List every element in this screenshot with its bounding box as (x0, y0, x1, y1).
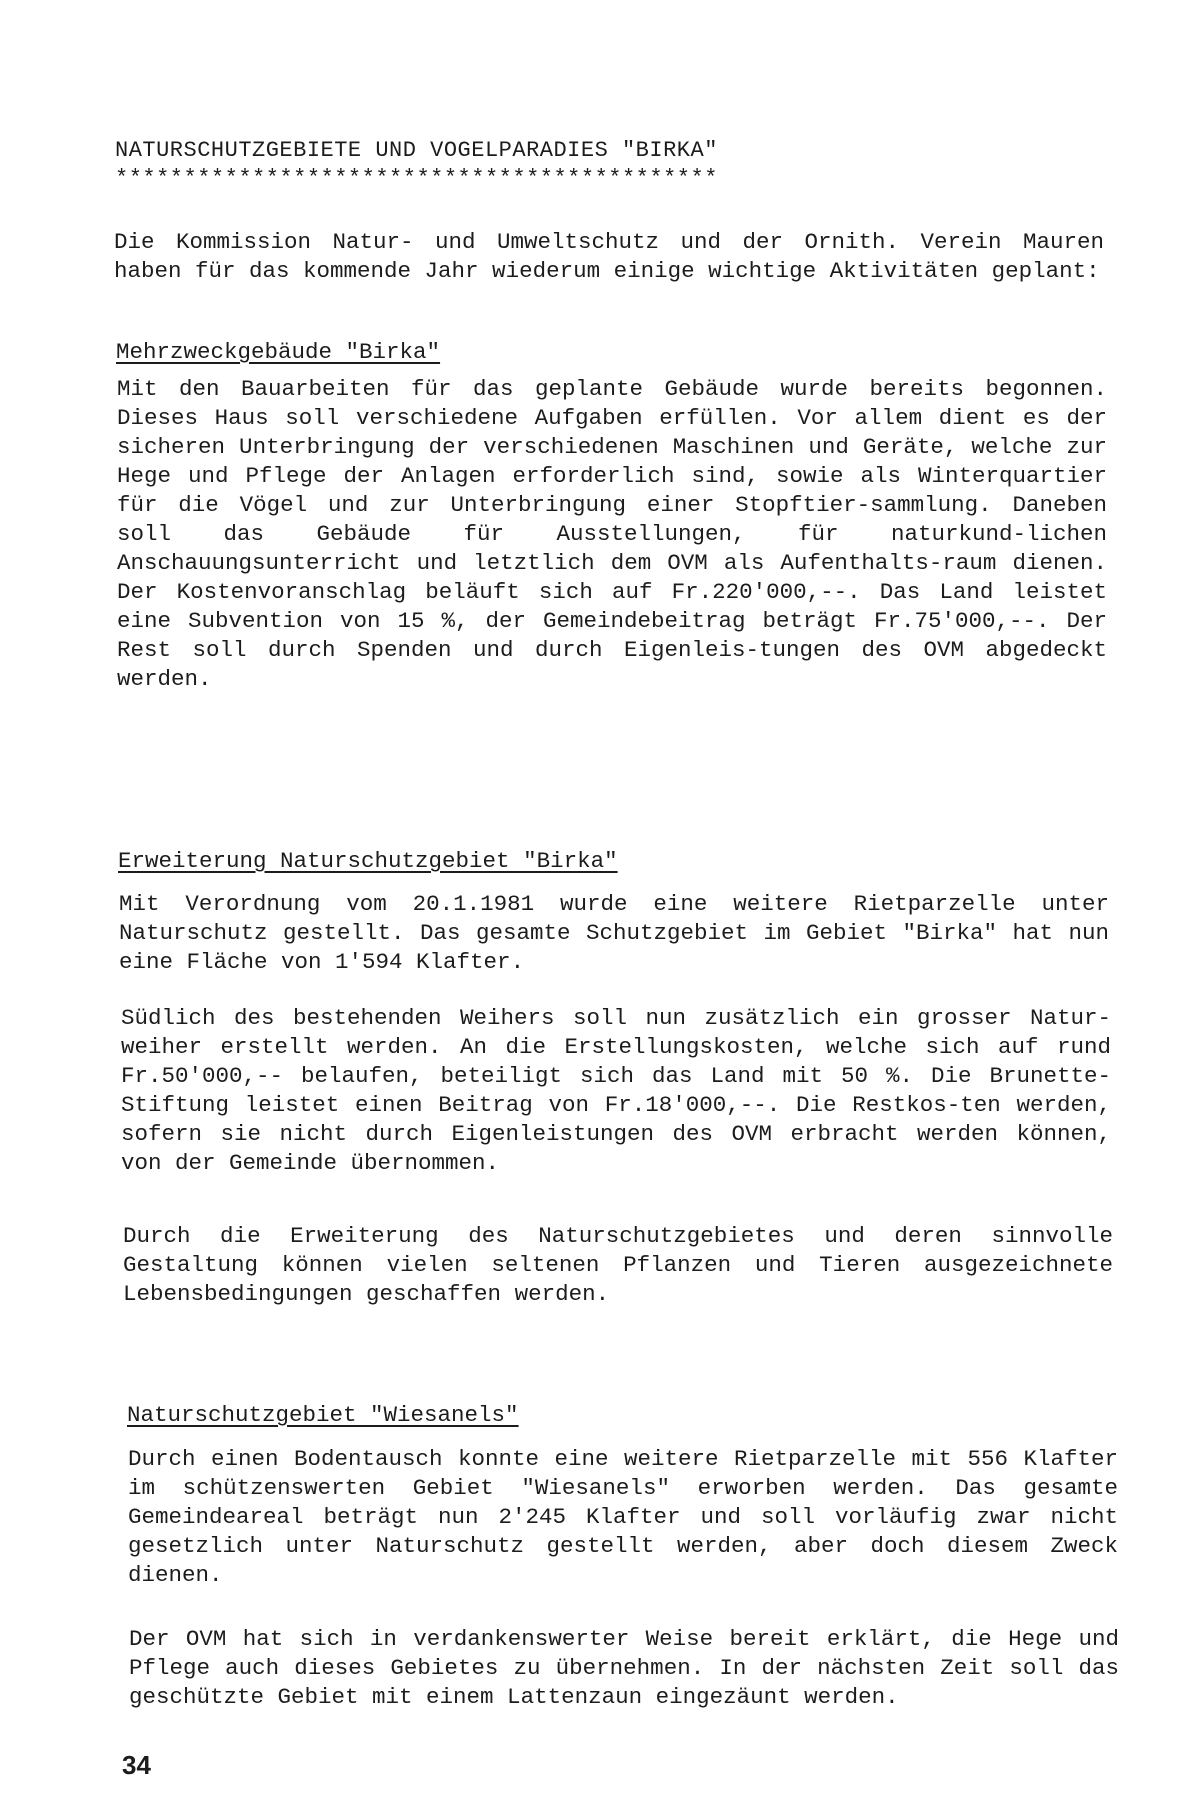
page-title: NATURSCHUTZGEBIETE UND VOGELPARADIES "BIRKA" (115, 138, 718, 163)
section-paragraph: Mit den Bauarbeiten für das geplante Gebäude wurde bereits begonnen. Dieses Haus soll verschiedene Aufgaben erfüllen. Vor allem dient es der sicheren Unterbringung der verschiedenen Maschinen und Geräte, welche zur Hege und Pflege der Anlagen erforderlich sind, sowie als Winterquartier für die Vögel und zur Unterbringung einer Stopftier-sammlung. Daneben soll das Gebäude für Ausstellungen, für naturkund-lichen Anschauungsunterricht und letztlich dem OVM als Aufenthalts-raum dienen. Der Kostenvoranschlag beläuft sich auf Fr.220'000,--. Das Land leistet eine Subvention von 15 %, der Gemeindebeitrag beträgt Fr.75'000,--. Der Rest soll durch Spenden und durch Eigenleis-tungen des OVM abgedeckt werden. (117, 376, 1107, 692)
section-paragraph: Der OVM hat sich in verdankenswerter Weise bereit erklärt, die Hege und Pflege auch dieses Gebietes zu übernehmen. In der nächsten Zeit soll das geschützte Gebiet mit einem Lattenzaun eingezäunt werden. (129, 1626, 1119, 1710)
section-heading-wiesanels: Naturschutzgebiet "Wiesanels" (127, 1402, 519, 1428)
page-number: 34 (122, 1750, 151, 1780)
section-paragraph: Durch die Erweiterung des Naturschutzgebietes und deren sinnvolle Gestaltung können vielen seltenen Pflanzen und Tieren ausgezeichnete Lebensbedingungen geschaffen werden. (123, 1223, 1113, 1307)
section-paragraph: Durch einen Bodentausch konnte eine weitere Rietparzelle mit 556 Klafter im schützenswerten Gebiet "Wiesanels" erworben werden. Das gesamte Gemeindeareal beträgt nun 2'245 Klafter und soll vorläufig zwar nicht gesetzlich unter Naturschutz gestellt werden, aber doch diesem Zweck dienen. (128, 1446, 1118, 1588)
section-paragraph: Mit Verordnung vom 20.1.1981 wurde eine weitere Rietparzelle unter Naturschutz gestellt. Das gesamte Schutzgebiet im Gebiet "Birka" hat nun eine Fläche von 1'594 Klafter. (119, 891, 1109, 975)
section-heading-erweiterung: Erweiterung Naturschutzgebiet "Birka" (118, 848, 618, 874)
section-paragraph: Südlich des bestehenden Weihers soll nun zusätzlich ein grosser Natur-weiher erstellt werden. An die Erstellungskosten, welche sich auf rund Fr.50'000,-- belaufen, beteiligt sich das Land mit 50 %. Die Brunette-Stiftung leistet einen Beitrag von Fr.18'000,--. Die Restkos-ten werden, sofern sie nicht durch Eigenleistungen des OVM erbracht werden können, von der Gemeinde übernommen. (121, 1005, 1111, 1176)
intro-paragraph: Die Kommission Natur- und Umweltschutz und der Ornith. Verein Mauren haben für das kommende Jahr wiederum einige wichtige Aktivitäten geplant: (114, 229, 1104, 284)
section-heading-mehrzweckgebaeude: Mehrzweckgebäude "Birka" (116, 339, 441, 365)
title-asterisk-rule: ******************************************** (115, 166, 718, 191)
